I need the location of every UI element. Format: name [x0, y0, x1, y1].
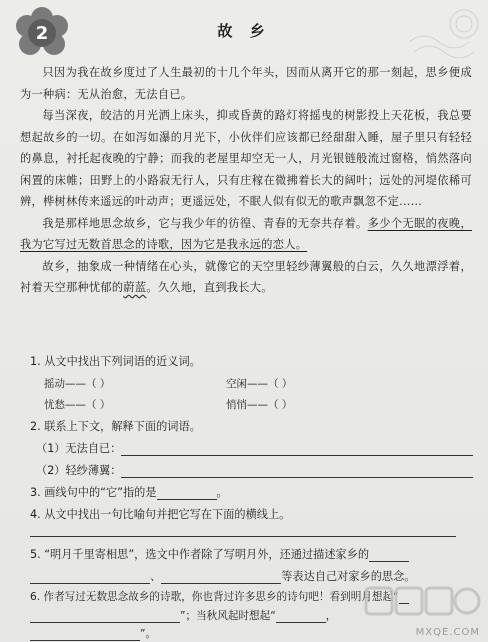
question-6-text: 6. 作者写过无数思念故乡的诗歌，你也背过许多思乡的诗句吧！看到明月想起“ [30, 591, 399, 603]
question-2-item-1 [36, 440, 473, 456]
underlined-sentence: 多少个无眠的夜晚，我为它写过无数首思念的诗歌，因为它是我永远的恋人。 [20, 216, 472, 251]
question-5-text: 5. “明月千里寄相思”，选文中作者除了写明月外，还通过描述家乡的 [30, 548, 370, 561]
question-2: 2. 联系上下文，解释下面的词语。 [30, 420, 201, 433]
question-2-item-2 [36, 462, 473, 478]
question-6-line-2 [30, 608, 336, 623]
question-6 [30, 589, 409, 604]
question-2-item-1-label: （1）无法自已： [36, 442, 122, 455]
synonym-item-1[interactable]: 摇动——（ ） [44, 378, 111, 390]
question-4-line [30, 524, 456, 537]
answer-blank[interactable] [30, 524, 456, 537]
answer-blank[interactable] [30, 628, 140, 641]
synonym-item-3[interactable]: 忧愁——（ ） [44, 399, 111, 411]
synonym-item-2[interactable]: 空闲——（ ） [226, 378, 293, 390]
wavy-underlined-word: 蔚蓝 [123, 281, 147, 294]
lesson-number: 2 [35, 23, 49, 44]
watermark-text: MXQE.COM [415, 627, 480, 638]
decorative-pattern-icon [404, 2, 484, 58]
answer-blank[interactable] [30, 610, 180, 623]
answer-blank[interactable] [121, 465, 473, 478]
question-6-comma: ， [325, 610, 337, 622]
synonym-item-4[interactable]: 悄悄——（ ） [226, 399, 293, 411]
answer-blank[interactable] [30, 571, 150, 584]
paragraph-2: 每当深夜，皎洁的月光洒上床头，抑或昏黄的路灯将摇曳的树影投上天花板，我总要想起故乡的一切。在如泻如瀑的月光下，小伙伴们应该都已经甜甜入睡，屋子里只有轻轻的鼻息，衬托起夜晚的宁静；而我的老屋里却空无一人，月光银链般流过窗格，悄然落向闲置的床帷；田野上的小路寂无行人，只有庄稼在微拂着长大的阔叶；远处的河堤依稀可辨，桦树林传来遥远的叶动声；更遥远处，不眠人似有似无的歌声飘忽不定…… [20, 109, 472, 208]
answer-blank[interactable] [157, 487, 217, 500]
question-5-sep: 、 [150, 570, 162, 583]
question-3 [30, 484, 228, 500]
question-6-end: ”。 [140, 628, 157, 640]
question-3-text: 3. 画线句中的“它”指的是 [30, 486, 157, 499]
question-5-line-2 [30, 568, 415, 584]
question-6-line-3 [30, 626, 156, 641]
paragraph-4 [20, 256, 472, 299]
answer-blank[interactable] [161, 571, 281, 584]
answer-blank[interactable] [276, 610, 326, 623]
question-2-item-2-label: （2）轻纱薄翼： [36, 464, 122, 477]
question-5 [30, 546, 409, 562]
answer-blank[interactable] [121, 443, 473, 456]
question-1: 1. 从文中找出下列词语的近义词。 [30, 355, 201, 368]
paragraph-3-lead: 我是那样地思念故乡，它与我少年的彷徨、青春的无奈共存着。 [42, 216, 368, 230]
paragraph-4-lead: 故乡，抽象成一种情绪在心头，就像它的天空里轻纱薄翼般的白云，久久地漂浮着，衬着天空那种忧郁的 [20, 259, 472, 294]
page-title: 故 乡 [217, 22, 271, 40]
question-6-mid: ”；当秋风起时想起“ [180, 610, 276, 622]
question-4: 4. 从文中找出一句比喻句并把它写在下面的横线上。 [30, 508, 291, 521]
paragraph-3 [20, 213, 472, 256]
question-5-end: 等表达自己对家乡的思念。 [281, 570, 416, 583]
paragraph-1: 只因为我在故乡度过了人生最初的十几个年头，因而从离开它的那一刻起，思乡便成为一种病：无从治愈，无法自已。 [20, 66, 472, 101]
paragraph-4-end: 。久久地，直到我长大。 [146, 281, 273, 294]
answer-blank[interactable] [369, 549, 409, 562]
question-3-end: 。 [216, 486, 228, 499]
passage [20, 62, 472, 299]
